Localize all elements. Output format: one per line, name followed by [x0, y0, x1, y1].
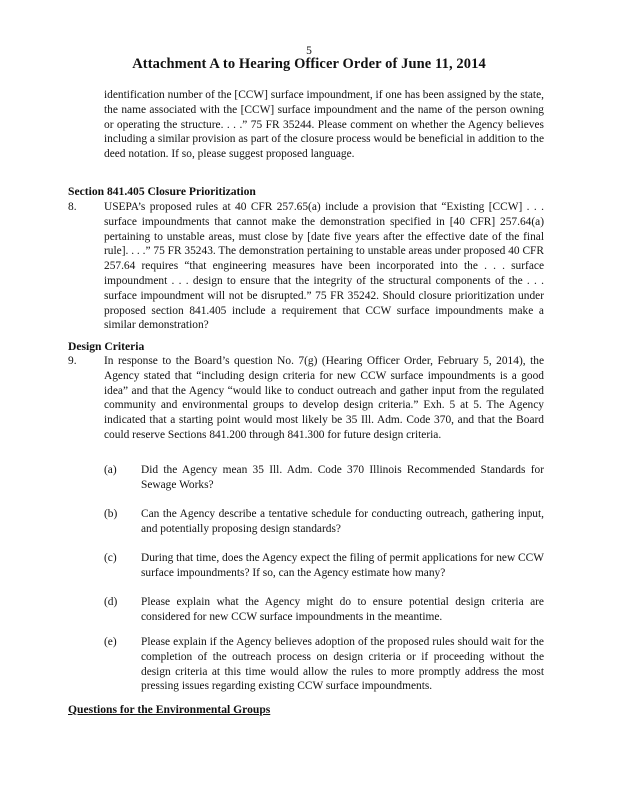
subquestion-e-text: Please explain if the Agency believes adoption of the proposed rules should wait for the completion of the outreach process on design criteria or if proceeding without the design criteria at this time would allow the rules to more promptly address the most pressing issues regarding existing CCW surface impoundments.: [141, 636, 544, 693]
subquestion-b-text: Can the Agency describe a tentative schedule for conducting outreach, gathering input, and potentially proposing design standards?: [141, 508, 544, 535]
environmental-groups-heading: Questions for the Environmental Groups: [68, 703, 271, 716]
subquestion-d-label: (d): [104, 596, 118, 608]
page-number: 5: [306, 45, 312, 57]
subquestion-e-label: (e): [104, 636, 117, 648]
page-title: Attachment A to Hearing Officer Order of June 11, 2014: [132, 56, 486, 72]
question-9-text: In response to the Board’s question No. 7(g) (Hearing Officer Order, February 5, 2014), the Agency stated that “including design criteria for new CCW surface impoundments is a good idea” and that the Agency “would like to conduct outreach and gather input from the regulated community and environmental groups to develop design criteria.” Exh. 5 at 5. The Agency indicated that a starting point would most likely be 35 Ill. Adm. Code 370, and that the Board could reserve Sections 841.200 through 841.300 for future design criteria.: [104, 355, 544, 441]
subquestion-d-text: Please explain what the Agency might do to ensure potential design criteria are considered for new CCW surface impoundments in the meantime.: [141, 596, 544, 623]
question-9-number: 9.: [68, 355, 77, 367]
design-criteria-heading: Design Criteria: [68, 340, 145, 353]
question-8-number: 8.: [68, 201, 77, 213]
question-8-text: USEPA’s proposed rules at 40 CFR 257.65(a) include a provision that “Existing [CCW] . . . surface impoundments that cannot make the demonstration specified in [40 CFR] 257.64(a) pertaining to unstable areas, must close by [date five years after the effective date of the final rule]. . . .” 75 FR 35243. The demonstration pertaining to unstable areas under proposed 40 CFR 257.64 requires “that engineering measures have been incorporated into the . . . surface impoundment . . . design to ensure that the integrity of the structural components of the . . . surface impoundment will not be disrupted.” 75 FR 35242. Should closure prioritization under proposed section 841.405 include a requirement that CCW surface impoundments make a similar demonstration?: [104, 201, 544, 332]
subquestion-a-text: Did the Agency mean 35 Ill. Adm. Code 370 Illinois Recommended Standards for Sewage Works?: [141, 464, 544, 491]
intro-paragraph: identification number of the [CCW] surface impoundment, if one has been assigned by the state, the name associated with the [CCW] surface impoundment and the name of the person owning or operating the structure. . . .” 75 FR 35244. Please comment on whether the Agency believes including a similar provision as part of the closure process would be beneficial in addition to the deed notation. If so, please suggest proposed language.: [104, 89, 544, 161]
subquestion-c-label: (c): [104, 552, 117, 564]
subquestion-b-label: (b): [104, 508, 118, 520]
subquestion-a-label: (a): [104, 464, 117, 476]
subquestion-c-text: During that time, does the Agency expect the filing of permit applications for new CCW surface impoundments? If so, can the Agency estimate how many?: [141, 552, 544, 579]
section-841-405-heading: Section 841.405 Closure Prioritization: [68, 185, 256, 198]
